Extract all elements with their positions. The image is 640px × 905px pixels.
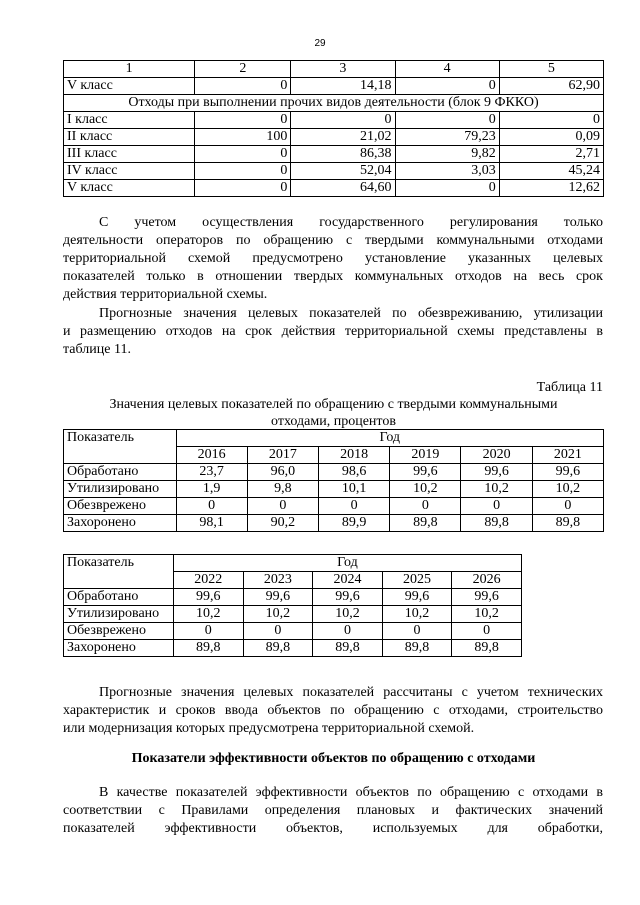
column-number: 2 xyxy=(195,61,291,78)
year-header: 2017 xyxy=(247,447,318,464)
table-row xyxy=(64,498,604,515)
cell-value: 89,8 xyxy=(243,640,313,657)
cell-value: 99,6 xyxy=(313,589,383,606)
cell-value: 99,6 xyxy=(173,589,243,606)
paragraph-regulation xyxy=(63,214,603,304)
table-row xyxy=(64,640,522,657)
cell-value: 89,8 xyxy=(532,515,603,532)
row-label: V класс xyxy=(64,180,195,197)
text-line: деятельности операторов по обращению с твердыми коммунальными отходами xyxy=(63,233,603,248)
table-row xyxy=(64,129,604,146)
row-label: Утилизировано xyxy=(64,606,174,623)
cell-value: 86,38 xyxy=(291,146,395,163)
cell-value: 10,2 xyxy=(243,606,313,623)
cell-value: 89,8 xyxy=(173,640,243,657)
cell-value: 89,8 xyxy=(382,640,452,657)
text-line: или модернизация которых предусмотрена территориальной схемой. xyxy=(63,721,475,736)
row-label: Утилизировано xyxy=(64,481,177,498)
year-header: 2024 xyxy=(313,572,383,589)
cell-value: 0 xyxy=(390,498,461,515)
year-header: 2026 xyxy=(452,572,522,589)
cell-value: 0 xyxy=(395,78,499,95)
cell-value: 0 xyxy=(247,498,318,515)
year-header: 2021 xyxy=(532,447,603,464)
cell-value: 89,8 xyxy=(452,640,522,657)
column-number: 3 xyxy=(291,61,395,78)
cell-value: 23,7 xyxy=(176,464,247,481)
cell-value: 10,2 xyxy=(532,481,603,498)
row-label: Обработано xyxy=(64,589,174,606)
cell-value: 9,82 xyxy=(395,146,499,163)
row-label: II класс xyxy=(64,129,195,146)
group-header: Год xyxy=(173,555,521,572)
year-header: 2018 xyxy=(319,447,390,464)
cell-value: 99,6 xyxy=(390,464,461,481)
cell-value: 10,2 xyxy=(452,606,522,623)
text-line: таблице 11. xyxy=(63,342,131,357)
row-label: Обезврежено xyxy=(64,498,177,515)
text-line: действия территориальной схемы. xyxy=(63,287,268,302)
text-line: характеристик и сроков ввода объектов по обращению с отходами, строительство xyxy=(63,703,603,718)
table-row xyxy=(64,606,522,623)
year-header: 2019 xyxy=(390,447,461,464)
table-row xyxy=(64,180,604,197)
table-title-line2: отходами, процентов xyxy=(271,414,396,429)
row-label: IV класс xyxy=(64,163,195,180)
cell-value: 99,6 xyxy=(243,589,313,606)
text-line: Прогнозные значения целевых показателей рассчитаны с учетом технических xyxy=(99,685,603,700)
year-header: 2022 xyxy=(173,572,243,589)
cell-value: 98,6 xyxy=(319,464,390,481)
text-line: и размещению отходов на срок действия территориальной схемы представлены в xyxy=(63,324,603,339)
cell-value: 0 xyxy=(395,180,499,197)
cell-value: 3,03 xyxy=(395,163,499,180)
cell-value: 10,2 xyxy=(382,606,452,623)
cell-value: 10,2 xyxy=(313,606,383,623)
cell-value: 0 xyxy=(195,180,291,197)
cell-value: 96,0 xyxy=(247,464,318,481)
page-number: 29 xyxy=(314,38,326,49)
section-row xyxy=(64,95,604,112)
cell-value: 0 xyxy=(382,623,452,640)
table-header-row xyxy=(64,555,522,572)
cell-value: 14,18 xyxy=(291,78,395,95)
column-header: Показатель xyxy=(64,555,174,589)
paragraph-forecast xyxy=(63,305,603,359)
table-title xyxy=(63,396,604,430)
cell-value: 2,71 xyxy=(499,146,603,163)
cell-value: 99,6 xyxy=(532,464,603,481)
targets-table-2016-2021 xyxy=(63,429,604,532)
row-label: I класс xyxy=(64,112,195,129)
cell-value: 45,24 xyxy=(499,163,603,180)
cell-value: 0 xyxy=(176,498,247,515)
cell-value: 89,8 xyxy=(461,515,532,532)
cell-value: 52,04 xyxy=(291,163,395,180)
cell-value: 0 xyxy=(195,78,291,95)
table-row xyxy=(64,146,604,163)
row-label: III класс xyxy=(64,146,195,163)
cell-value: 89,8 xyxy=(390,515,461,532)
cell-value: 62,90 xyxy=(499,78,603,95)
cell-value: 0 xyxy=(173,623,243,640)
cell-value: 64,60 xyxy=(291,180,395,197)
cell-value: 0 xyxy=(499,112,603,129)
table-header-row xyxy=(64,430,604,447)
cell-value: 1,9 xyxy=(176,481,247,498)
cell-value: 9,8 xyxy=(247,481,318,498)
cell-value: 10,2 xyxy=(461,481,532,498)
year-header: 2023 xyxy=(243,572,313,589)
cell-value: 99,6 xyxy=(461,464,532,481)
waste-class-table xyxy=(63,60,604,197)
cell-value: 0 xyxy=(395,112,499,129)
section-title: Отходы при выполнении прочих видов деятельности (блок 9 ФККО) xyxy=(64,95,604,112)
cell-value: 0 xyxy=(313,623,383,640)
column-number: 5 xyxy=(499,61,603,78)
cell-value: 98,1 xyxy=(176,515,247,532)
column-number: 4 xyxy=(395,61,499,78)
table-row xyxy=(64,163,604,180)
row-label: Обезврежено xyxy=(64,623,174,640)
table-row xyxy=(64,515,604,532)
row-label: Захоронено xyxy=(64,640,174,657)
group-header: Год xyxy=(176,430,603,447)
cell-value: 99,6 xyxy=(452,589,522,606)
text-line: показателей эффективности объектов, используемых для обработки, xyxy=(63,821,603,836)
year-header: 2020 xyxy=(461,447,532,464)
text-line: территориальной схемой предусмотрено установление указанных целевых xyxy=(63,251,603,266)
year-header: 2025 xyxy=(382,572,452,589)
targets-table-2022-2026 xyxy=(63,554,522,657)
cell-value: 0 xyxy=(195,163,291,180)
cell-value: 0 xyxy=(243,623,313,640)
table-row xyxy=(64,78,604,95)
cell-value: 90,2 xyxy=(247,515,318,532)
text-line: В качестве показателей эффективности объектов по обращению с отходами в xyxy=(99,785,603,800)
text-line: соответствии с Правилами определения плановых и фактических значений xyxy=(63,803,603,818)
cell-value: 0 xyxy=(461,498,532,515)
column-header: Показатель xyxy=(64,430,177,464)
cell-value: 0 xyxy=(319,498,390,515)
year-header: 2016 xyxy=(176,447,247,464)
cell-value: 89,9 xyxy=(319,515,390,532)
cell-value: 0 xyxy=(452,623,522,640)
text-line: Прогнозные значения целевых показателей по обезвреживанию, утилизации xyxy=(99,306,603,321)
row-label: V класс xyxy=(64,78,195,95)
table-caption: Таблица 11 xyxy=(536,380,603,395)
cell-value: 99,6 xyxy=(382,589,452,606)
text-line: показателей только в отношении твердых коммунальных отходов на весь срок xyxy=(63,269,603,284)
table-row xyxy=(64,481,604,498)
table-row xyxy=(64,464,604,481)
cell-value: 100 xyxy=(195,129,291,146)
cell-value: 89,8 xyxy=(313,640,383,657)
cell-value: 21,02 xyxy=(291,129,395,146)
row-label: Обработано xyxy=(64,464,177,481)
table-title-line1: Значения целевых показателей по обращению с твердыми коммунальными xyxy=(109,397,558,412)
table-header-row xyxy=(64,61,604,78)
cell-value: 12,62 xyxy=(499,180,603,197)
cell-value: 0 xyxy=(291,112,395,129)
cell-value: 0,09 xyxy=(499,129,603,146)
column-number: 1 xyxy=(64,61,195,78)
cell-value: 10,1 xyxy=(319,481,390,498)
section-heading: Показатели эффективности объектов по обращению с отходами xyxy=(131,751,536,766)
table-row xyxy=(64,589,522,606)
paragraph-calculation xyxy=(63,684,603,738)
table-row xyxy=(64,112,604,129)
cell-value: 0 xyxy=(195,146,291,163)
paragraph-efficiency xyxy=(63,784,603,838)
cell-value: 10,2 xyxy=(390,481,461,498)
row-label: Захоронено xyxy=(64,515,177,532)
table-row xyxy=(64,623,522,640)
cell-value: 0 xyxy=(532,498,603,515)
cell-value: 10,2 xyxy=(173,606,243,623)
cell-value: 79,23 xyxy=(395,129,499,146)
cell-value: 0 xyxy=(195,112,291,129)
text-line: С учетом осуществления государственного регулирования только xyxy=(99,215,603,230)
